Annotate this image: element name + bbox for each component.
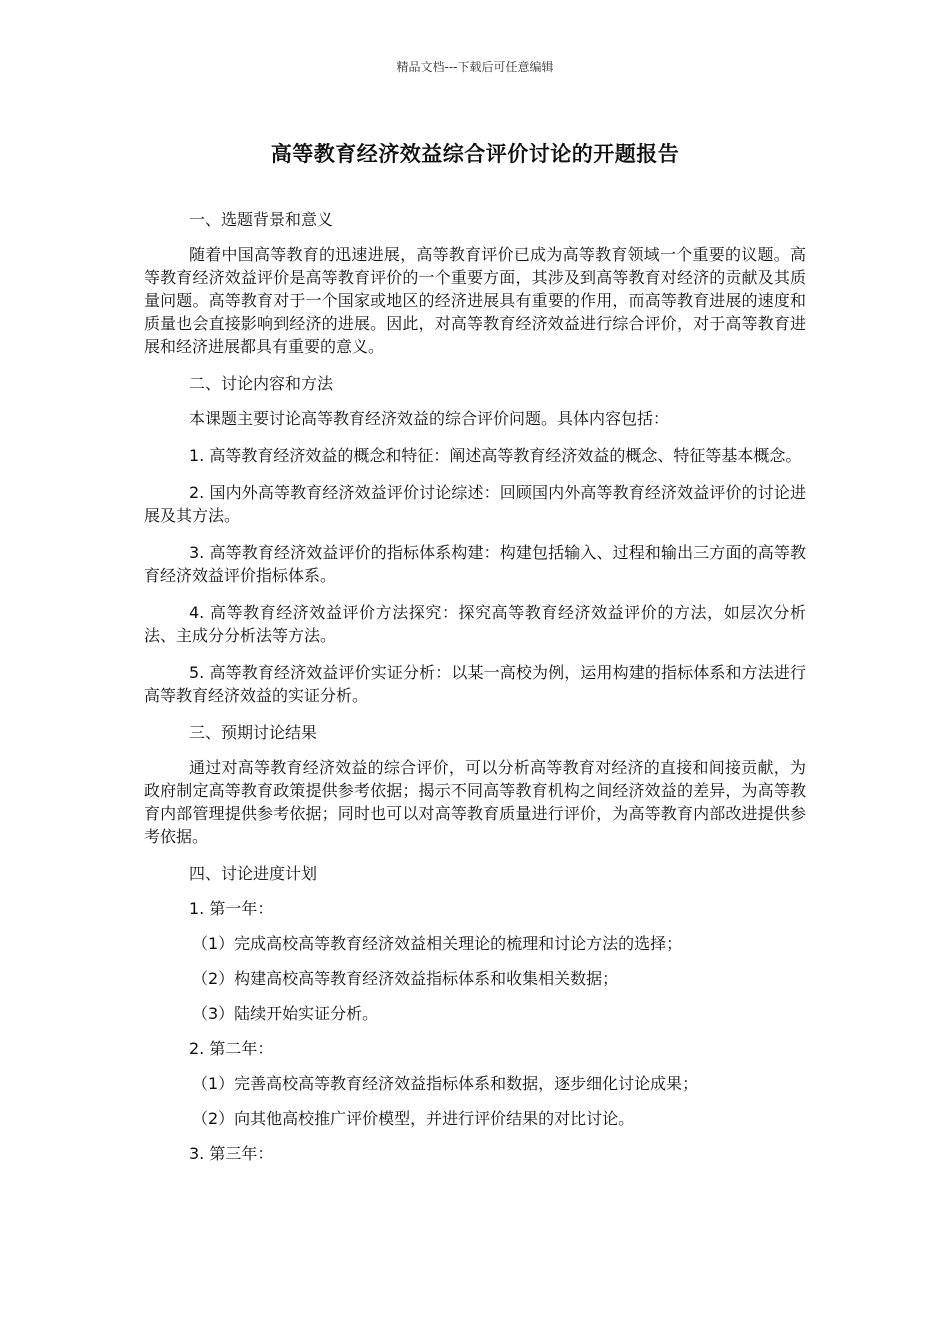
section-2-intro: 本课题主要讨论高等教育经济效益的综合评价问题。具体内容包括： bbox=[189, 409, 670, 428]
section-2-item-1: 1. 高等教育经济效益的概念和特征：阐述高等教育经济效益的概念、特征等基本概念。 bbox=[189, 446, 802, 465]
year-1-label: 1. 第一年： bbox=[189, 899, 274, 918]
document-body bbox=[144, 208, 806, 1177]
year-1-item-2: （2）构建高校高等教育经济效益指标体系和收集相关数据； bbox=[192, 969, 619, 988]
section-1-paragraph: 随着中国高等教育的迅速进展，高等教育评价已成为高等教育领域一个重要的议题。高等教育经济效益评价是高等教育评价的一个重要方面，其涉及到高等教育对经济的贡献及其质量问题。高等教育对于一个国家或地区的经济进展具有重要的作用，而高等教育进展的速度和质量也会直接影响到经济的进展。因此，对高等教育经济效益进行综合评价，对于高等教育进展和经济进展都具有重要的意义。 bbox=[144, 245, 806, 356]
year-2-item-1: （1）完善高校高等教育经济效益指标体系和数据，逐步细化讨论成果； bbox=[192, 1074, 699, 1093]
document-title: 高等教育经济效益综合评价讨论的开题报告 bbox=[270, 142, 680, 166]
year-1-item-3: （3）陆续开始实证分析。 bbox=[192, 1004, 379, 1023]
year-2-item-2: （2）向其他高校推广评价模型，并进行评价结果的对比讨论。 bbox=[192, 1109, 635, 1128]
section-2-item-4: 4. 高等教育经济效益评价方法探究：探究高等教育经济效益评价的方法，如层次分析法、主成分分析法等方法。 bbox=[144, 603, 806, 645]
year-3-label: 3. 第三年： bbox=[189, 1144, 274, 1163]
section-4-heading: 四、讨论进度计划 bbox=[189, 864, 318, 883]
section-3-paragraph: 通过对高等教育经济效益的综合评价，可以分析高等教育对经济的直接和间接贡献，为政府制定高等教育政策提供参考依据；揭示不同高等教育机构之间经济效益的差异，为高等教育内部管理提供参考依据；同时也可以对高等教育质量进行评价，为高等教育内部改进提供参考依据。 bbox=[144, 758, 806, 846]
section-3-heading: 三、预期讨论结果 bbox=[189, 723, 318, 742]
section-2-item-2: 2. 国内外高等教育经济效益评价讨论综述：回顾国内外高等教育经济效益评价的讨论进展及其方法。 bbox=[144, 483, 806, 525]
section-2-heading: 二、讨论内容和方法 bbox=[189, 374, 334, 393]
page-header: 精品文档---下载后可任意编辑 bbox=[396, 60, 554, 74]
section-1-heading: 一、选题背景和意义 bbox=[189, 210, 334, 229]
section-2-item-5: 5. 高等教育经济效益评价实证分析：以某一高校为例，运用构建的指标体系和方法进行高等教育经济效益的实证分析。 bbox=[144, 663, 806, 705]
section-2-item-3: 3. 高等教育经济效益评价的指标体系构建：构建包括输入、过程和输出三方面的高等教育经济效益评价指标体系。 bbox=[144, 543, 806, 585]
year-2-label: 2. 第二年： bbox=[189, 1039, 274, 1058]
year-1-item-1: （1）完成高校高等教育经济效益相关理论的梳理和讨论方法的选择； bbox=[192, 934, 683, 953]
